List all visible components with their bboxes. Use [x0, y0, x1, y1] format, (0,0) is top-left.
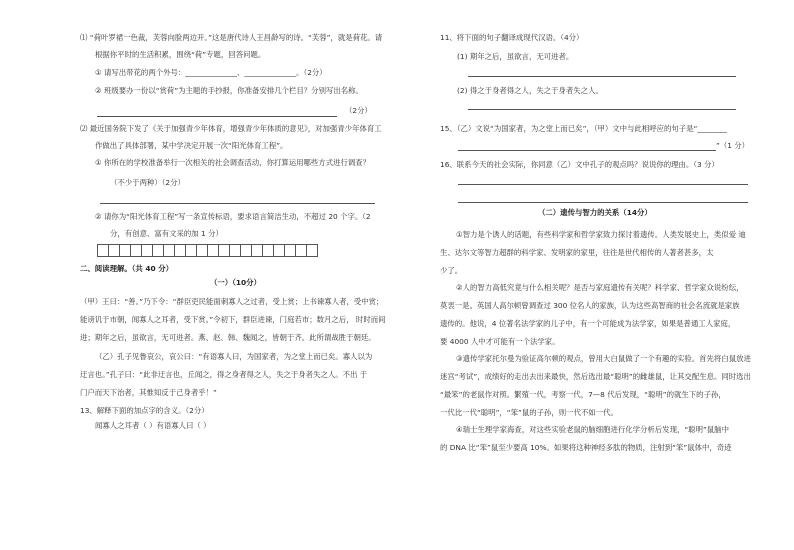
para3-line1: ③遗传学家托尔曼为验证高尔顿的观点，曾用大白鼠做了一个有趣的实验。首先将白鼠放进: [456, 354, 751, 363]
section2-heading: 二、阅读理解。（共 40 分）: [80, 264, 174, 273]
q2-sub2-line1: ② 请你为“阳光体育工程”写一条宣传标语，要求语言简洁生动，不超过 20 个字。（2: [95, 212, 371, 221]
para1-line2: 生、达尔文等智力超群的科学家、发明家的家里，往往是世代相传的人著者甚多，太: [440, 248, 714, 257]
para1-line3: 少了。: [440, 266, 463, 275]
passage-jia-line2: 能谤讥于市朝，闻寡人之耳者，受下赏。”令初下，群臣进谏，门庭若市；数月之后， 时时而间: [80, 315, 386, 324]
q2-sub1: ① 你所在的学校准备举行一次相关的社会调查活动，你打算运用哪些方式进行调查？: [95, 158, 371, 167]
q2-sub2-line2: 分，有创意、富有文采的加 1 分）: [110, 229, 223, 238]
q11-item2: (2) 得之于身者得之人，失之于身者失之人。: [457, 86, 603, 95]
para1-line1: ①智力是个诱人的话题，有些科学家和哲学家致力探讨着遗传。人类发展史上，类似爱 迪: [456, 230, 746, 239]
para3-line4: 一代比一代“聪明”，“笨”鼠的子孙，则一代不如一代。: [440, 408, 618, 417]
para4-line1: ④瑞士生理学家海查，对这些实验老鼠的脑细胞进行化学分析后发现，“聪明”鼠脑中: [456, 425, 729, 434]
q1-sub2: ② 班级要办一份以“赏荷”为主题的手抄报，你准备安排几个栏目？分别写出名称。: [95, 86, 363, 95]
para2-line4: 要 4000 人中才可能有一个法学家。: [440, 337, 560, 346]
passage-jia-line1: （甲）王曰：“善。”乃下令：“群臣吏民能面刺寡人之过者，受上赏；上书谏寡人者，受中赏；: [80, 297, 384, 306]
q13-items[interactable]: 闻寡人之耳者（ ）有语寡人曰（ ）: [95, 421, 211, 430]
q15-answer-line[interactable]: [458, 150, 716, 151]
part1-heading: （一）（10分）: [210, 278, 261, 287]
q1-sub1: ① 请写出带花的两个外号：______________、______________。（2分）: [95, 68, 327, 77]
q16-answer-line1[interactable]: [458, 184, 748, 185]
q2-answer-line[interactable]: [100, 203, 375, 204]
para4-line2: 的 DNA 比“笨”鼠至少要高 10%。如果将这种神经多肽的物质，注射到“笨”鼠体中，奇迹: [440, 443, 732, 452]
q1-intro-line2: 根据你平时的生活积累，围绕“荷”专题，回答问题。: [95, 50, 266, 59]
q1-answer-line[interactable]: [97, 116, 337, 117]
para3-line3: “最笨”的老鼠作对照。繁殖一代，考察一代，7—8 代后发现，“聪明”的就生下的子孙，: [440, 390, 726, 399]
q15-score: ”（1 分）: [716, 141, 750, 150]
para3-line2: 迷宫“考试”，成绩好的走出去出来最快，然后选出最“聪明”的雌雄鼠，让其交配生息。同时选出: [440, 372, 751, 381]
passage-jia-line3: 进；期年之后，虽欲言，无可进者。燕、赵、韩、魏闻之，皆朝于齐。此所谓战胜于朝廷。: [80, 333, 376, 342]
q2-intro-line1: ⑵ 最近国务院下发了《关于加强青少年体育，增强青少年体质的意见》，对加强青少年体育工: [80, 124, 382, 133]
passage-yi-line1: （乙）孔子见鲁哀公，哀公曰：“有语寡人曰，为国家者，为之堂上而已矣。寡人以为: [95, 352, 373, 361]
para2-line1: ②人的智力高低究竟与什么相关呢？是否与家庭遗传有关呢？科学家、哲学家众说纷纭，: [456, 283, 744, 292]
q11-item1: (1) 期年之后，虽欲言，无可进者。: [457, 52, 574, 61]
q16-answer-line2[interactable]: [458, 202, 748, 203]
slogan-answer-grid[interactable]: [97, 244, 317, 257]
q15-prompt: 15、（乙）文说“为国家者，为之堂上而已矣”，（甲）文中与此相呼应的句子是“________: [440, 124, 727, 133]
q11-prompt: 11、将下面的句子翻译成现代汉语。（4分）: [440, 33, 584, 42]
q16-prompt: 16、联系今天的社会实际，你同意（乙）文中孔子的观点吗？说说你的理由。（3 分）: [440, 160, 719, 169]
passage-yi-line2: 迂言也。”孔子曰：“此非迂言也，丘闻之，得之身者得之人，失之于身者失之人。不出 于: [80, 370, 368, 379]
q11-answer-line2[interactable]: [468, 109, 736, 110]
q1-intro-line1: ⑴ “荷叶罗裙一色裁，芙蓉向脸两边开。”这是唐代诗人王昌龄写的诗。“芙蓉”，就是荷花。请: [80, 33, 383, 42]
q2-sub1-note: （不少于两种）（2分）: [110, 178, 185, 187]
q2-intro-line2: 作做出了具体部署，某中学决定开展一次“阳光体育工程”。: [95, 141, 288, 150]
q1-sub2-score: （2分）: [345, 106, 372, 115]
part2-heading: （二）遗传与智力的关系（14分）: [538, 208, 652, 217]
q11-answer-line1[interactable]: [468, 76, 736, 77]
para2-line3: 遗传的。他说，4 位著名法学家的儿子中，有一个可能成为法学家，如果是普通工人家庭，: [440, 319, 736, 328]
passage-yi-line3: 门户而天下治者，其惟知反于己身者乎！”: [80, 388, 217, 397]
para2-line2: 莫衷一是。英国人高尔顿曾调查过 300 位名人的家族，认为这些高智商的社会名流就是家族: [440, 301, 740, 310]
q13-prompt: 13、解释下面的加点字的含义。（2分）: [80, 406, 209, 415]
